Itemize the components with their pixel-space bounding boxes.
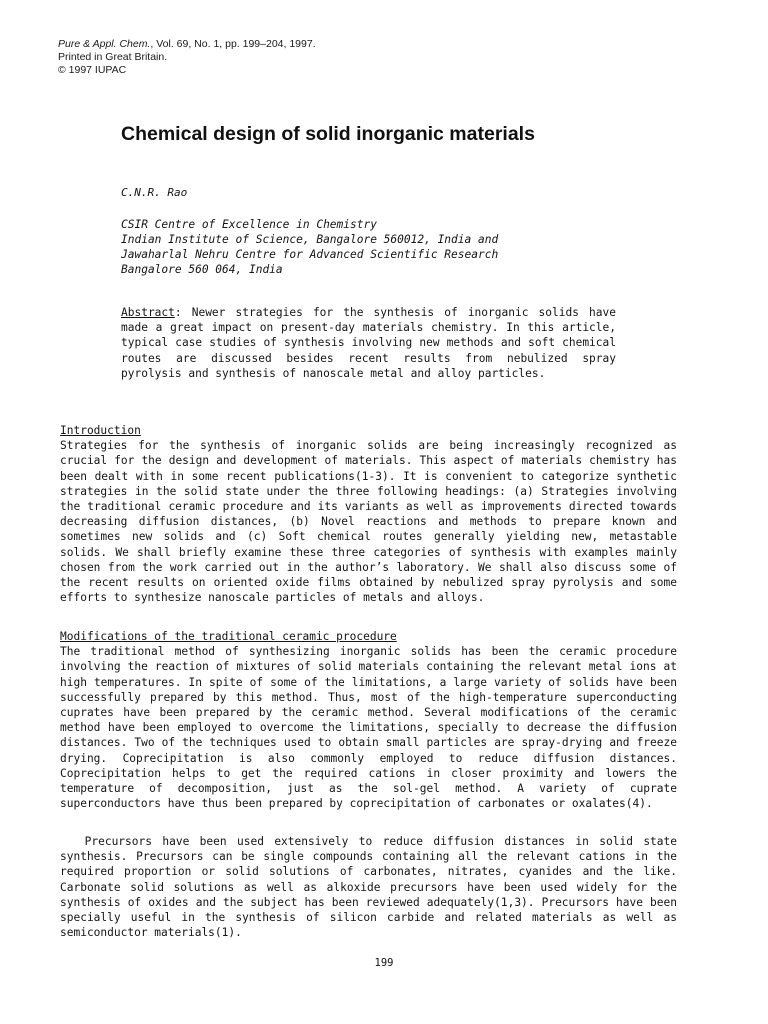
precursors-section bbox=[60, 834, 677, 940]
modifications-paragraph: The traditional method of synthesizing inorganic solids has been the ceramic procedure involving the reaction of mixtures of solid materials containing the relevant metal ions at high temperatures. In spite of some of the limitations, a large variety of solids have been successfully prepared by this method. Thus, most of the high-temperature superconducting cuprates have been prepared by the ceramic method. Several modifications of the ceramic method have been employed to overcome the limitations, specially to decrease the diffusion distances. Two of the techniques used to obtain small particles are spray-drying and freeze drying. Coprecipitation is also commonly employed to reduce diffusion distances. Coprecipitation helps to get the required cations in closer proximity and lowers the temperature of decomposition, just as the sol-gel method. A variety of cuprate superconductors have thus been prepared by coprecipitation of carbonates or oxalates(4). bbox=[60, 645, 677, 811]
introduction-section bbox=[60, 423, 677, 605]
abstract-label: Abstract bbox=[121, 306, 175, 319]
affiliation-line: CSIR Centre of Excellence in Chemistry bbox=[121, 218, 377, 231]
citation-header bbox=[58, 38, 316, 77]
affiliation-block bbox=[121, 217, 498, 277]
printed-line: Printed in Great Britain. bbox=[58, 51, 168, 63]
abstract-text: : Newer strategies for the synthesis of inorganic solids have made a great impact on present-day materials chemistry. In this article, typical case studies of synthesis involving new methods and soft chemical routes are discussed besides recent results from nebulized spray pyrolysis and synthesis of nanoscale metal and alloy particles. bbox=[121, 306, 616, 380]
section-heading-introduction: Introduction bbox=[60, 424, 141, 437]
journal-name: Pure & Appl. Chem. bbox=[58, 38, 151, 50]
affiliation-line: Bangalore 560 064, India bbox=[121, 263, 283, 276]
introduction-paragraph: Strategies for the synthesis of inorganic solids are being increasingly recognized as crucial for the design and development of materials. This aspect of materials chemistry has been dealt with in some recent publications(1-3). It is convenient to categorize synthetic strategies in the solid state under the three following headings: (a) Strategies involving the traditional ceramic procedure and its variants as well as improvements directed towards decreasing diffusion distances, (b) Novel reactions and methods to prepare known and sometimes new solids and (c) Soft chemical routes generally yielding new, metastable solids. We shall briefly examine these three categories of synthesis with examples mainly chosen from the work carried out in the author’s laboratory. We shall also discuss some of the recent results on oriented oxide films obtained by nebulized spray pyrolysis and some efforts to synthesize nanoscale particles of metals and alloys. bbox=[60, 439, 677, 605]
author-name: C.N.R. Rao bbox=[121, 186, 188, 199]
abstract bbox=[121, 305, 616, 381]
citation-line bbox=[58, 38, 316, 51]
precursors-paragraph: Precursors have been used extensively to reduce diffusion distances in solid state synthesis. Precursors can be single compounds containing all the relevant cations in the required proportion or solid solutions of carbonates, nitrates, cyanides and the like. Carbonate solid solutions as well as alkoxide precursors have been used widely for the synthesis of oxides and the subject has been reviewed adequately(1,3). Precursors have been specially useful in the synthesis of silicon carbide and related materials as well as semiconductor materials(1). bbox=[60, 835, 677, 940]
section-heading-modifications: Modifications of the traditional ceramic procedure bbox=[60, 630, 397, 643]
paper-title: Chemical design of solid inorganic materials bbox=[121, 123, 535, 145]
page-number: 199 bbox=[374, 957, 394, 969]
copyright-line: © 1997 IUPAC bbox=[58, 64, 127, 76]
affiliation-line: Indian Institute of Science, Bangalore 560012, India and bbox=[121, 233, 499, 246]
modifications-section bbox=[60, 629, 677, 811]
affiliation-line: Jawaharlal Nehru Centre for Advanced Scientific Research bbox=[121, 248, 499, 261]
citation-details: , Vol. 69, No. 1, pp. 199–204, 1997. bbox=[150, 38, 316, 50]
